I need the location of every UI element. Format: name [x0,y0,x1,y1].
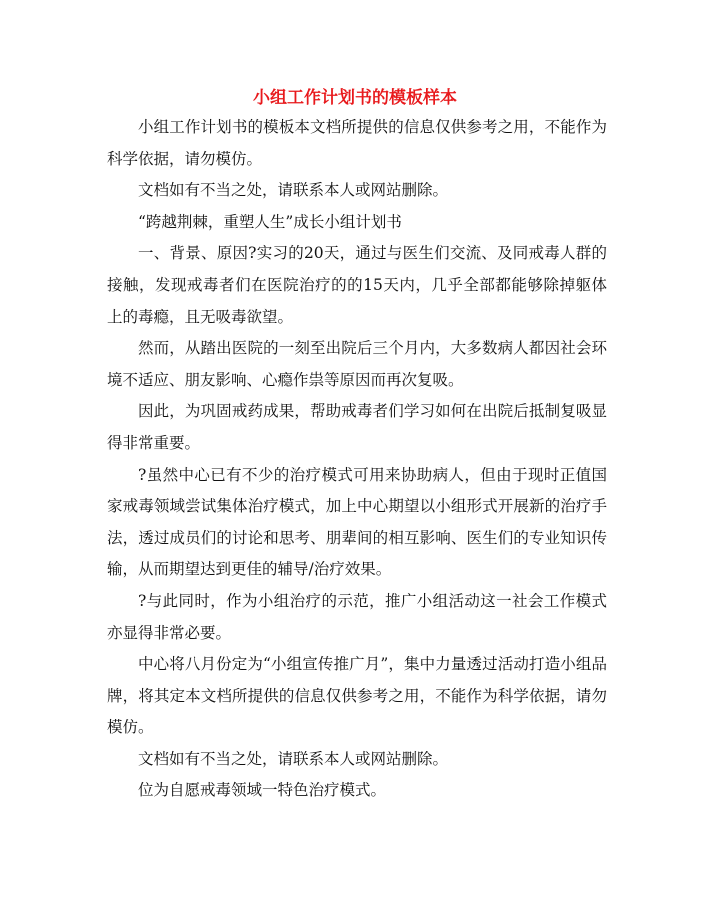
document-title: 小组工作计划书的模板样本 [253,88,457,108]
paragraph-background: 一、背景、原因?实习的20天，通过与医生们交流、及同戒毒人群的接触，发现戒毒者们在医院治疗的的15天内，几乎全部都能够除掉躯体上的毒瘾，且无吸毒欲望。 [107,244,607,326]
paragraph-contact-notice: 文档如有不当之处，请联系本人或网站删除。 [138,181,449,200]
paragraph-group-therapy: ?虽然中心已有不少的治疗模式可用来协助病人，但由于现时正值国家戒毒领域尝试集体治疗模式，加上中心期望以小组形式开展新的治疗手法，透过成员们的讨论和思考、朋辈间的相互影响、医生们的专业知识传输，从而期望达到更佳的辅导/治疗效果。 [107,465,607,579]
paragraph-august-campaign: 中心将八月份定为“小组宣传推广月”，集中力量透过活动打造小组品牌，将其定本文档所提供的信息仅供参考之用，不能作为科学依据，请勿模仿。 [107,655,607,737]
document-body [107,112,607,807]
paragraph-relapse: 然而，从踏出医院的一刻至出院后三个月内，大多数病人都因社会环境不适应、朋友影响、心瘾作祟等原因而再次复吸。 [107,339,607,389]
paragraph-positioning: 位为自愿戒毒领域一特色治疗模式。 [138,781,387,800]
paragraph-contact-notice-2: 文档如有不当之处，请联系本人或网站删除。 [138,749,449,768]
paragraph-promotion: ?与此同时，作为小组治疗的示范，推广小组活动这一社会工作模式亦显得非常必要。 [107,591,607,642]
paragraph-importance: 因此，为巩固戒药成果，帮助戒毒者们学习如何在出院后抵制复吸显得非常重要。 [107,402,607,452]
paragraph-disclaimer-intro: 小组工作计划书的模板本文档所提供的信息仅供参考之用，不能作为科学依据，请勿模仿。 [107,118,607,168]
paragraph-plan-name: “跨越荆棘，重塑人生”成长小组计划书 [138,212,402,231]
